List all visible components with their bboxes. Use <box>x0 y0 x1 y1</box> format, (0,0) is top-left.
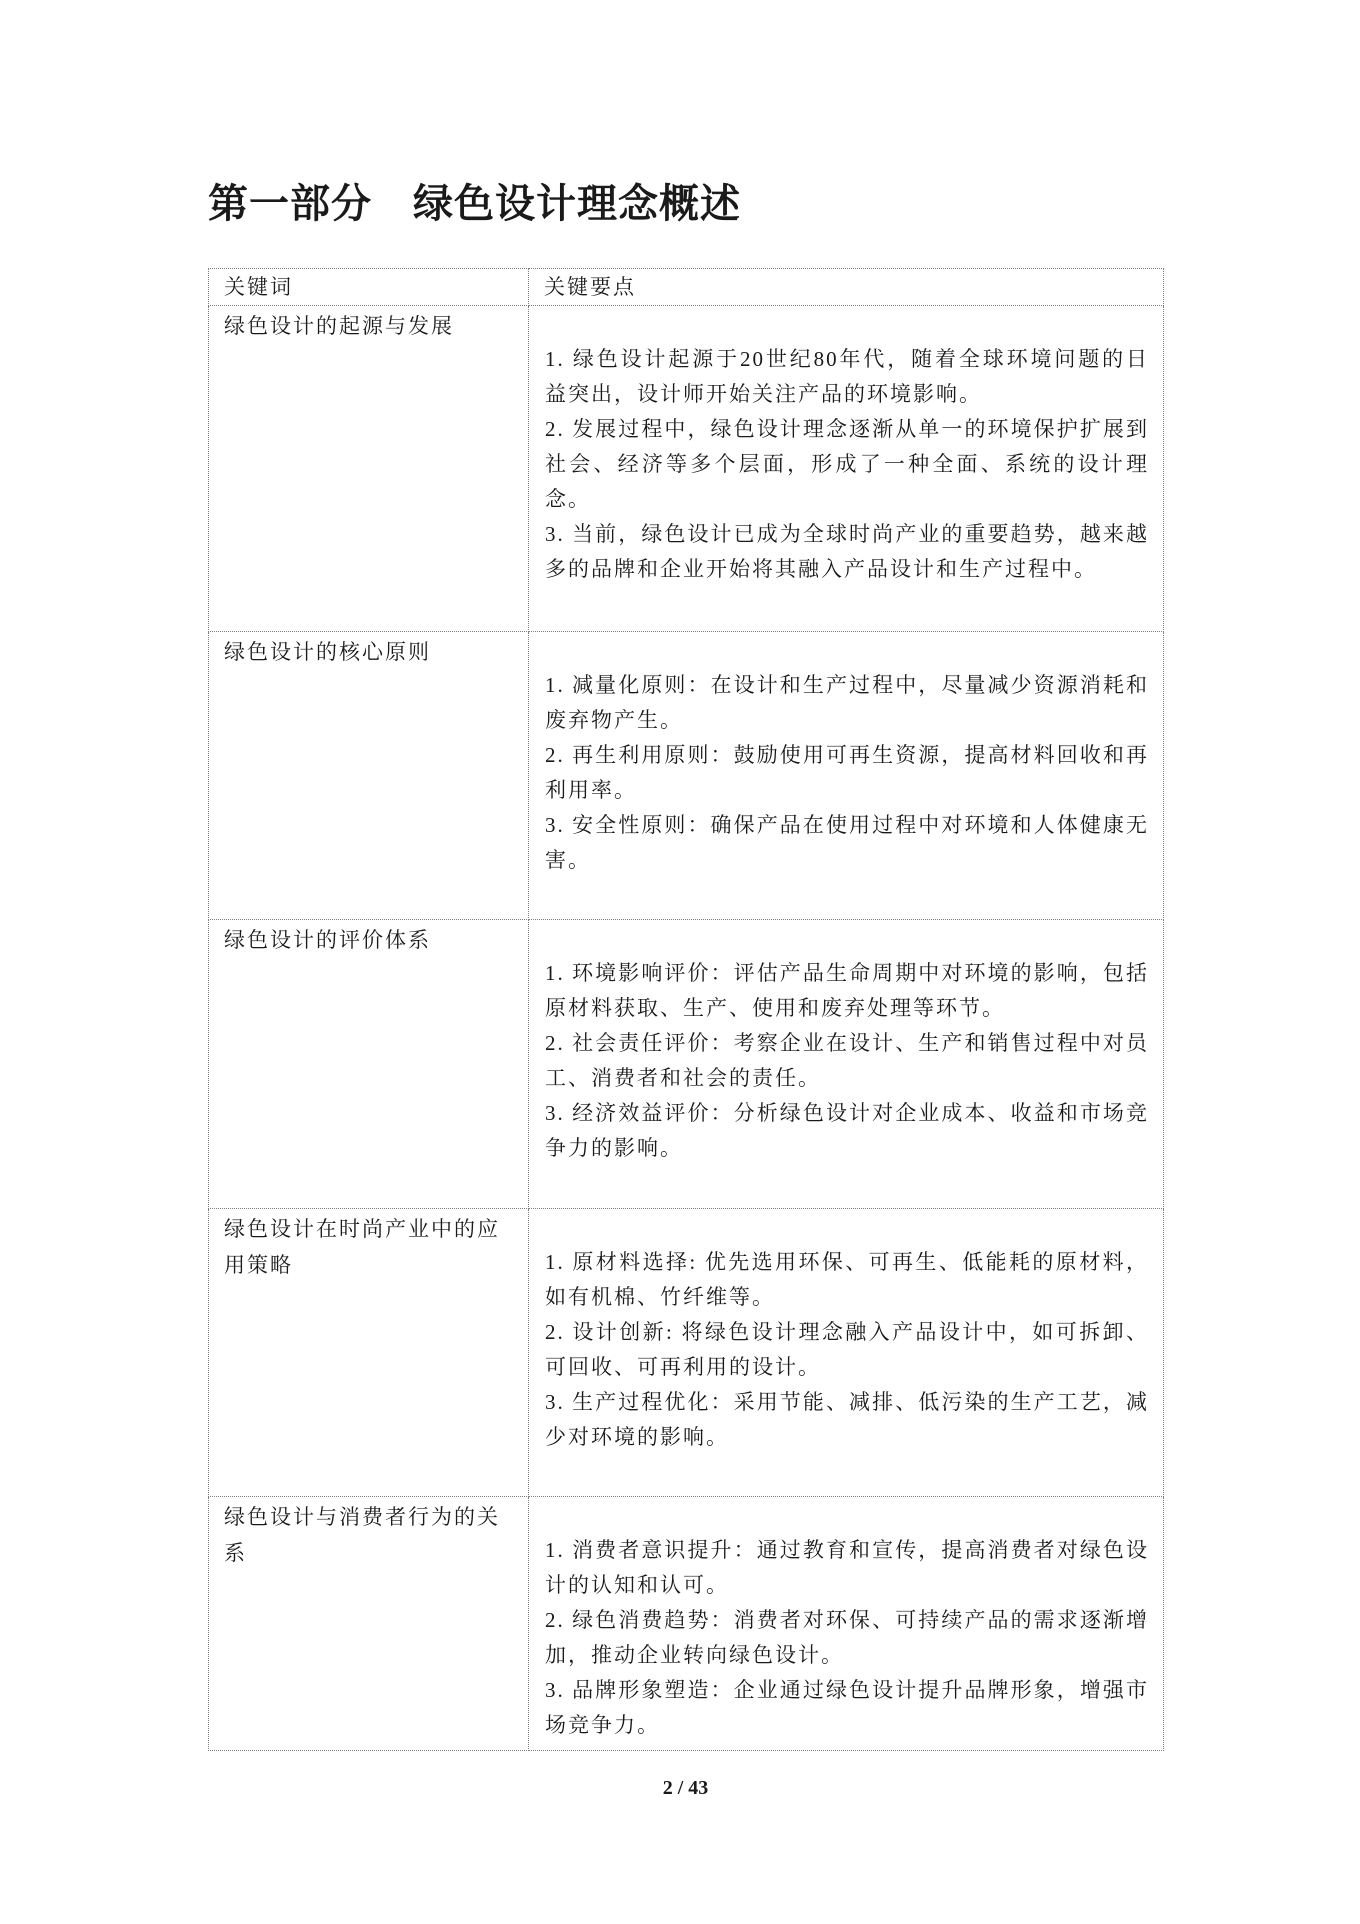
key-points-table <box>208 268 1164 1751</box>
key-point: 1. 绿色设计起源于20世纪80年代，随着全球环境问题的日益突出，设计师开始关注产品的环境影响。 <box>545 347 1149 406</box>
key-point: 2. 再生利用原则：鼓励使用可再生资源，提高材料回收和再利用率。 <box>545 743 1149 802</box>
header-keyword: 关键词 <box>209 269 529 306</box>
key-points-cell <box>529 1209 1164 1497</box>
table-row <box>209 920 1164 1209</box>
key-points-cell <box>529 632 1164 920</box>
key-point: 3. 当前，绿色设计已成为全球时尚产业的重要趋势，越来越多的品牌和企业开始将其融入产品设计和生产过程中。 <box>545 522 1149 581</box>
table-row <box>209 632 1164 920</box>
table-row <box>209 1497 1164 1751</box>
keyword-cell: 绿色设计的起源与发展 <box>209 306 529 632</box>
key-point: 1. 消费者意识提升：通过教育和宣传，提高消费者对绿色设计的认知和认可。 <box>545 1538 1149 1597</box>
table-header-row <box>209 269 1164 306</box>
key-point: 2. 发展过程中，绿色设计理念逐渐从单一的环境保护扩展到社会、经济等多个层面，形成了一种全面、系统的设计理念。 <box>545 417 1149 511</box>
table-row <box>209 1209 1164 1497</box>
table-row <box>209 306 1164 632</box>
key-point: 1. 原材料选择: 优先选用环保、可再生、低能耗的原材料，如有机棉、竹纤维等。 <box>545 1250 1149 1309</box>
key-point: 1. 环境影响评价：评估产品生命周期中对环境的影响，包括原材料获取、生产、使用和废弃处理等环节。 <box>545 961 1149 1020</box>
keyword-cell: 绿色设计的核心原则 <box>209 632 529 920</box>
header-key-points: 关键要点 <box>529 269 1164 306</box>
key-point: 3. 经济效益评价：分析绿色设计对企业成本、收益和市场竞争力的影响。 <box>545 1101 1149 1160</box>
keyword-cell: 绿色设计的评价体系 <box>209 920 529 1209</box>
key-points-cell <box>529 920 1164 1209</box>
page-number: 2 / 43 <box>662 1777 709 1799</box>
keyword-cell: 绿色设计在时尚产业中的应用策略 <box>209 1209 529 1497</box>
key-points-cell <box>529 1497 1164 1751</box>
page-title: 第一部分 绿色设计理念概述 <box>208 180 741 227</box>
document-body <box>208 268 1163 1800</box>
key-point: 3. 安全性原则：确保产品在使用过程中对环境和人体健康无害。 <box>545 813 1149 872</box>
key-point: 2. 设计创新: 将绿色设计理念融入产品设计中，如可拆卸、可回收、可再利用的设计。 <box>545 1320 1149 1379</box>
key-point: 1. 减量化原则：在设计和生产过程中，尽量减少资源消耗和废弃物产生。 <box>545 673 1149 732</box>
keyword-cell: 绿色设计与消费者行为的关系 <box>209 1497 529 1751</box>
key-points-cell <box>529 306 1164 632</box>
key-point: 3. 品牌形象塑造：企业通过绿色设计提升品牌形象，增强市场竞争力。 <box>545 1678 1149 1737</box>
key-point: 3. 生产过程优化：采用节能、减排、低污染的生产工艺，减少对环境的影响。 <box>545 1390 1149 1449</box>
key-point: 2. 绿色消费趋势：消费者对环保、可持续产品的需求逐渐增加，推动企业转向绿色设计。 <box>545 1608 1149 1667</box>
key-point: 2. 社会责任评价：考察企业在设计、生产和销售过程中对员工、消费者和社会的责任。 <box>545 1031 1149 1090</box>
